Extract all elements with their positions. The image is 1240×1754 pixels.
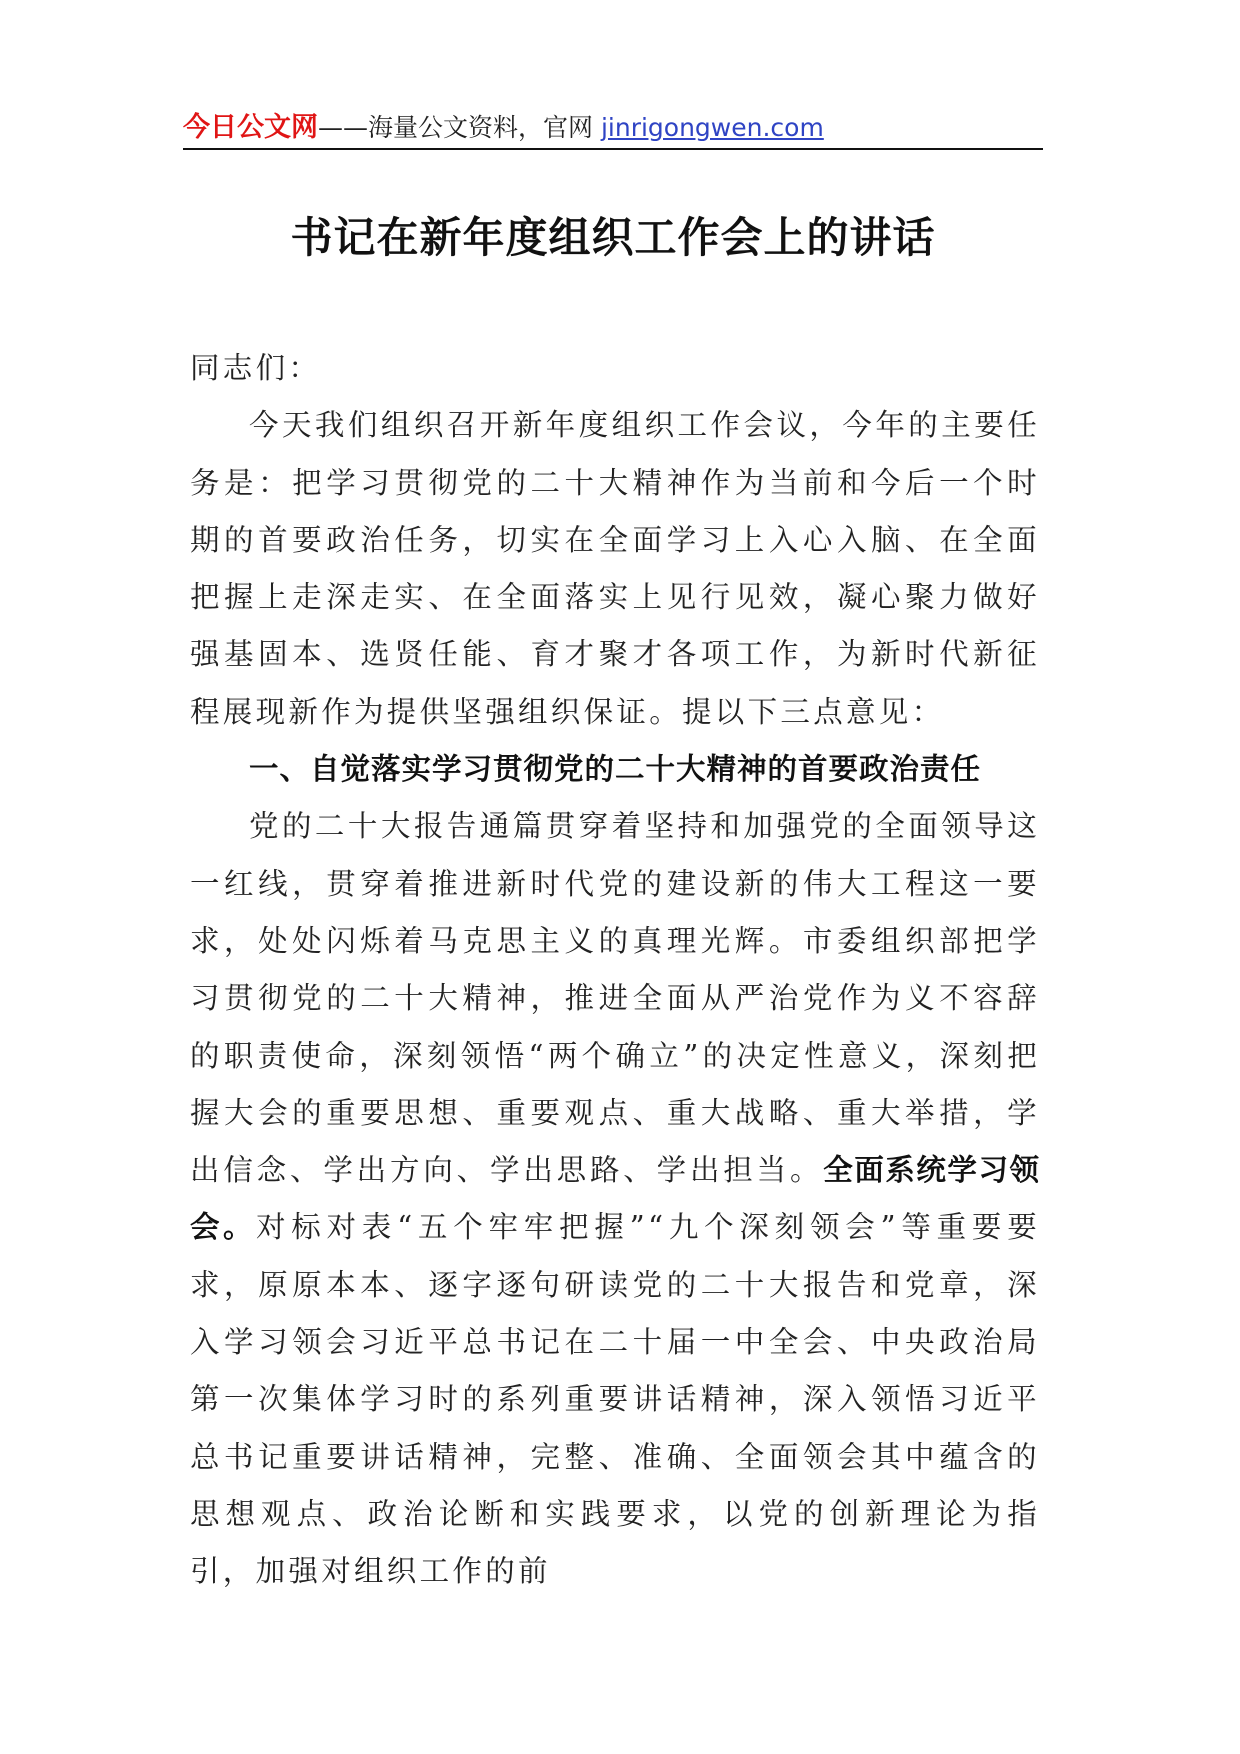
document-body (190, 340, 1040, 1601)
intro-paragraph: 今天我们组织召开新年度组织工作会议，今年的主要任务是：把学习贯彻党的二十大精神作为当前和今后一个时期的首要政治任务，切实在全面学习上入心入脑、在全面把握上走深走实、在全面落实上见行见效，凝心聚力做好强基固本、选贤任能、育才聚才各项工作，为新时代新征程展现新作为提供坚强组织保证。提以下三点意见： (190, 408, 1040, 729)
section-1-bold-lead: 全面系统学习领会。 (190, 1153, 1040, 1245)
site-header (183, 108, 824, 148)
document-title: 书记在新年度组织工作会上的讲话 (290, 213, 936, 262)
salutation: 同志们： (190, 351, 322, 385)
section-1-paragraph (190, 798, 1040, 1600)
section-1-text-rest: 对标对表“五个牢牢把握”“九个深刻领会”等重要要求，原原本本、逐字逐句研读党的二十大报告和党章，深入学习领会习近平总书记在二十届一中全会、中央政治局第一次集体学习时的系列重要讲话精神，深入领悟习近平总书记重要讲话精神，完整、准确、全面领会其中蕴含的思想观点、政治论断和实践要求，以党的创新理论为指引，加强对组织工作的前 (190, 1210, 1040, 1589)
section-1-text-start: 党的二十大报告通篇贯穿着坚持和加强党的全面领导这一红线，贯穿着推进新时代党的建设新的伟大工程这一要求，处处闪烁着马克思主义的真理光辉。市委组织部把学习贯彻党的二十大精神，推进全面从严治党作为义不容辞的职责使命，深刻领悟“两个确立”的决定性意义，深刻把握大会的重要思想、重要观点、重大战略、重大举措，学出信念、学出方向、学出思路、学出担当。 (190, 809, 1040, 1188)
site-url-link[interactable]: jinrigongwen.com (600, 113, 824, 142)
header-divider (183, 148, 1043, 150)
section-heading-1: 一、自觉落实学习贯彻党的二十大精神的首要政治责任 (249, 752, 982, 787)
site-name: 今日公文网 (183, 112, 318, 143)
site-slogan: ——海量公文资料，官网 (318, 113, 601, 142)
